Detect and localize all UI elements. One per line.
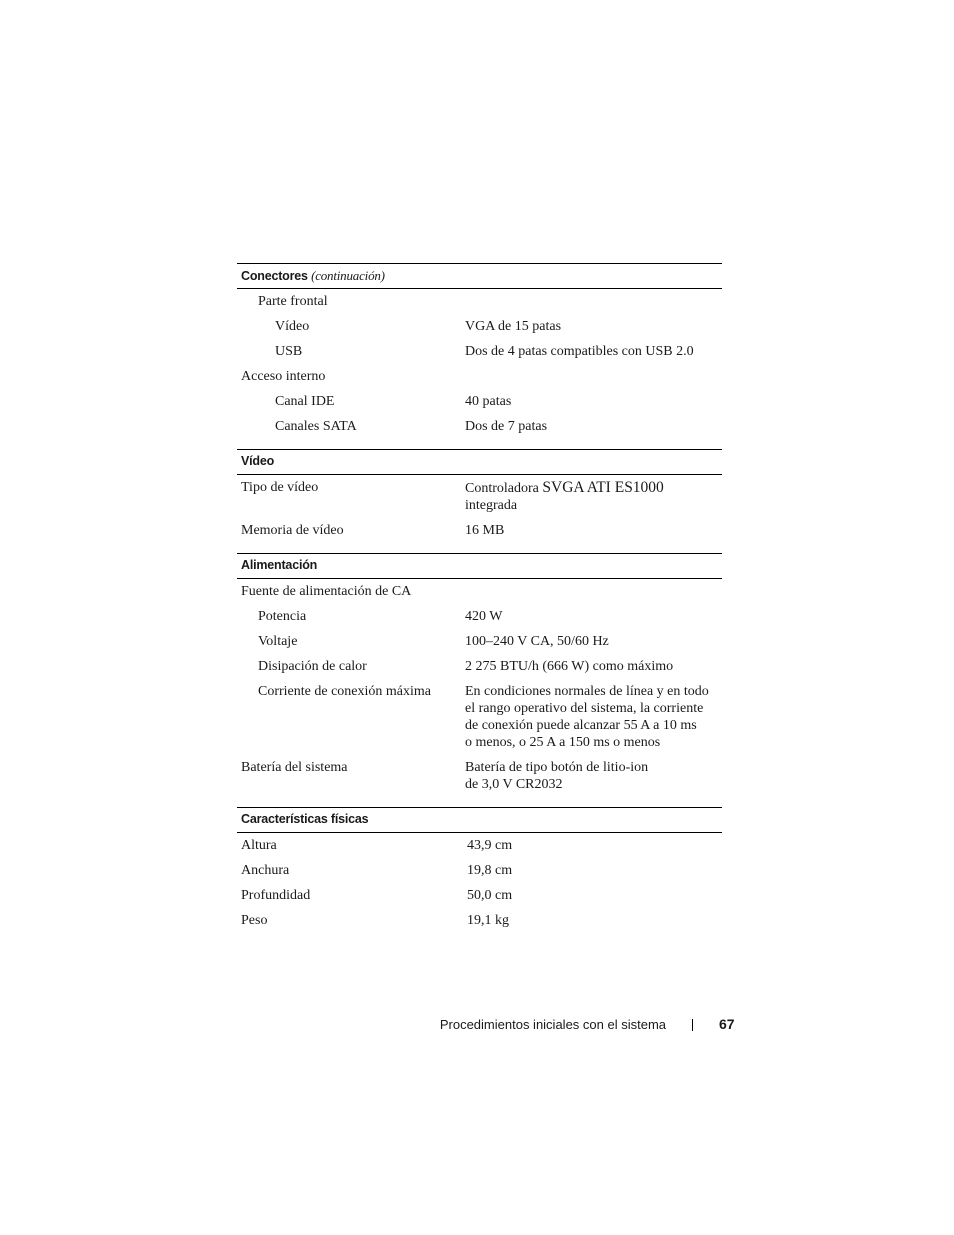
spec-row (237, 654, 722, 679)
section-header-connectors (237, 263, 722, 289)
spec-label: Anchura (241, 863, 290, 878)
spec-value-line: o menos, o 25 A a 150 ms o menos (465, 735, 661, 750)
spec-row (237, 629, 722, 654)
spec-value-line: de 3,0 V CR2032 (465, 777, 563, 792)
spec-row (237, 314, 722, 339)
spec-label: Corriente de conexión máxima (258, 684, 431, 699)
specifications-table (237, 263, 722, 933)
spec-value: 420 W (465, 609, 503, 624)
spec-value-line: En condiciones normales de línea y en todo (465, 684, 709, 699)
section-title: Alimentación (241, 558, 318, 572)
spec-row (237, 908, 722, 933)
spec-value: VGA de 15 patas (465, 319, 562, 334)
spec-value-line: de conexión puede alcanzar 55 A a 10 ms (465, 718, 697, 733)
spec-value-part: integrada (465, 498, 518, 513)
spec-label: Peso (241, 913, 268, 928)
spec-value: 19,1 kg (467, 913, 509, 928)
spec-row (237, 755, 722, 797)
spec-value: 19,8 cm (467, 863, 513, 878)
spec-value-line: el rango operativo del sistema, la corriente (465, 701, 704, 716)
section-header-physical (237, 807, 722, 833)
spec-label: Tipo de vídeo (241, 480, 319, 495)
spec-value (465, 479, 722, 514)
spec-label: Potencia (258, 609, 307, 624)
spec-row (237, 339, 722, 364)
spec-value (465, 293, 722, 310)
page-footer (0, 1015, 954, 1035)
spec-value-part: SVGA ATI ES1000 (542, 479, 664, 496)
section-header-video (237, 449, 722, 475)
spec-value: 100–240 V CA, 50/60 Hz (465, 634, 609, 649)
footer-title: Procedimientos iniciales con el sistema (439, 1017, 666, 1032)
spec-value (465, 683, 722, 751)
spec-row (237, 604, 722, 629)
spec-row (237, 679, 722, 755)
section-title: Conectores (241, 269, 308, 283)
section-title-note: (continuación) (311, 268, 385, 283)
spec-label: Vídeo (275, 319, 310, 334)
footer-separator (692, 1019, 693, 1031)
spec-value: 16 MB (465, 523, 505, 538)
spec-label: Voltaje (258, 634, 298, 649)
spec-row (237, 475, 722, 518)
spec-label: Profundidad (241, 888, 311, 903)
spec-value: Dos de 4 patas compatibles con USB 2.0 (465, 344, 694, 359)
spec-label: Canales SATA (275, 419, 357, 434)
page-number: 67 (719, 1016, 735, 1032)
spec-label: USB (275, 344, 303, 359)
spec-row (237, 389, 722, 414)
spec-value: 50,0 cm (467, 888, 513, 903)
spec-row (237, 883, 722, 908)
spec-label: Disipación de calor (258, 659, 367, 674)
spec-row (237, 289, 722, 314)
spec-value: 2 275 BTU/h (666 W) como máximo (465, 659, 674, 674)
spec-row (237, 518, 722, 543)
section-header-power (237, 553, 722, 579)
spec-label: Acceso interno (241, 369, 326, 384)
spec-value: 43,9 cm (467, 838, 513, 853)
spec-value (465, 759, 722, 793)
spec-row (237, 579, 722, 604)
spec-value-line: Batería de tipo botón de litio-ion (465, 760, 649, 775)
spec-label: Batería del sistema (241, 760, 348, 775)
spec-value-part: Controladora (465, 481, 543, 496)
spec-label: Canal IDE (275, 394, 335, 409)
section-title: Vídeo (241, 454, 275, 468)
spec-label: Fuente de alimentación de CA (241, 584, 412, 599)
spec-label: Parte frontal (258, 294, 328, 309)
spec-row (237, 364, 722, 389)
spec-value: 40 patas (465, 394, 512, 409)
section-title: Características físicas (241, 812, 369, 826)
spec-row (237, 858, 722, 883)
spec-label: Altura (241, 838, 277, 853)
spec-value: Dos de 7 patas (465, 419, 548, 434)
spec-row (237, 833, 722, 858)
spec-value (465, 368, 722, 385)
spec-label: Memoria de vídeo (241, 523, 344, 538)
spec-row (237, 414, 722, 439)
